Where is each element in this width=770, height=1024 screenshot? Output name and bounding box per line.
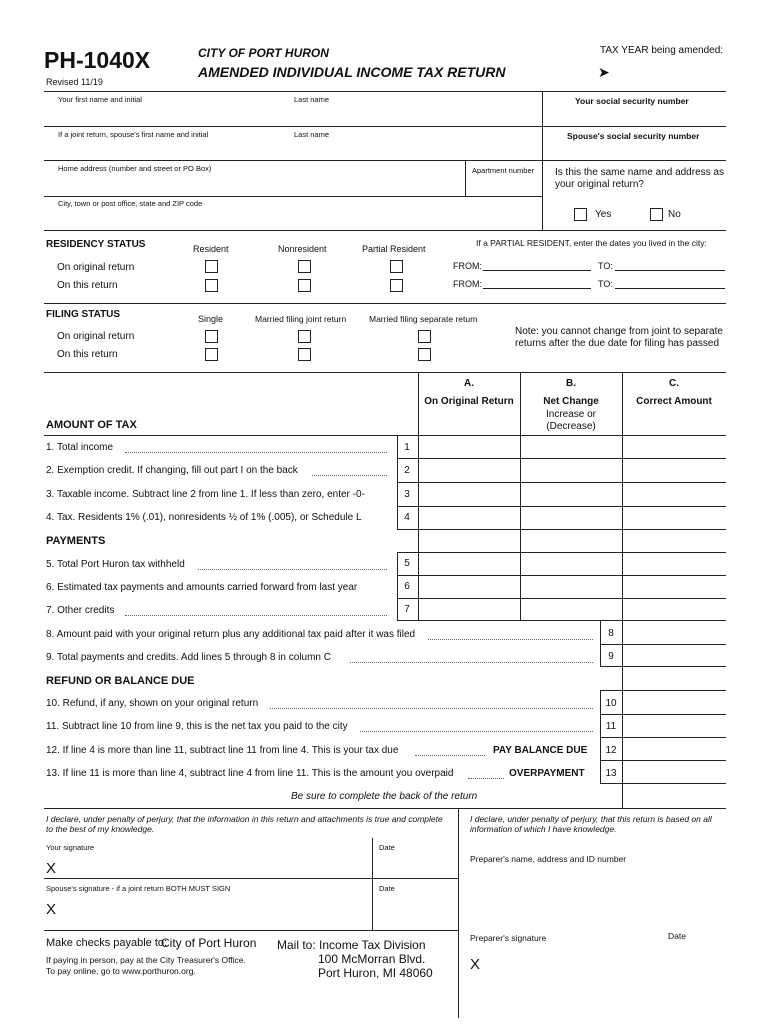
line-12-col-c[interactable] <box>623 738 725 759</box>
preparer-name-field[interactable] <box>466 866 724 922</box>
checks-payable-label: Make checks payable to: <box>46 937 168 949</box>
single-original-checkbox[interactable] <box>205 330 218 343</box>
line-3-col-c[interactable] <box>623 483 725 505</box>
line-4-col-c[interactable] <box>623 507 725 528</box>
from-input-2[interactable] <box>483 288 591 289</box>
line-8-label: 8. Amount paid with your original return plus any additional tax paid after it was filed <box>46 629 416 640</box>
preparer-date-label: Date <box>668 931 686 941</box>
line-5-col-b[interactable] <box>521 553 621 574</box>
line-3-col-a[interactable] <box>419 483 519 505</box>
residency-original-label: On original return <box>57 262 135 273</box>
resident-label: Resident <box>193 244 229 254</box>
line-13-label: 13. If line 11 is more than line 4, subtract line 4 from line 11. This is the amount you overpaid <box>46 768 454 779</box>
line-4-label: 4. Tax. Residents 1% (.01), nonresidents ½ of 1% (.005), or Schedule L <box>46 512 362 523</box>
ssn-field[interactable]: Your social security number <box>575 96 689 106</box>
line-12-number: 12 <box>605 745 617 756</box>
refund-title: REFUND OR BALANCE DUE <box>46 675 195 687</box>
overpayment-tag: OVERPAYMENT <box>509 768 585 779</box>
line-5-label: 5. Total Port Huron tax withheld <box>46 559 185 570</box>
col-c-title: Correct Amount <box>636 396 712 407</box>
line-4-col-b[interactable] <box>521 507 621 528</box>
spouse-signature-field[interactable] <box>62 894 368 928</box>
first-name-field[interactable]: Your first name and initial <box>58 95 142 104</box>
filing-title: FILING STATUS <box>46 309 121 320</box>
tax-year-input[interactable] <box>620 62 726 82</box>
filing-this-label: On this return <box>57 349 118 360</box>
line-6-number: 6 <box>404 581 410 592</box>
to-input-1[interactable] <box>615 270 725 271</box>
nonresident-label: Nonresident <box>278 244 327 254</box>
from-label-1: FROM: <box>453 261 482 271</box>
nonresident-this-checkbox[interactable] <box>298 279 311 292</box>
spouse-last-name-field[interactable]: Last name <box>294 130 330 139</box>
line-12-label: 12. If line 4 is more than line 11, subtract line 11 from line 4. This is your tax due <box>46 745 399 756</box>
line-5-col-c[interactable] <box>623 553 725 574</box>
line-9-label: 9. Total payments and credits. Add lines 5 through 8 in column C <box>46 652 331 663</box>
partial-resident-note: If a PARTIAL RESIDENT, enter the dates you lived in the city: <box>476 238 707 248</box>
line-11-number: 11 <box>605 721 617 732</box>
mfj-original-checkbox[interactable] <box>298 330 311 343</box>
your-signature-label: Your signature <box>46 843 95 852</box>
line-2-label: 2. Exemption credit. If changing, fill out part I on the back <box>46 465 298 476</box>
payments-title: PAYMENTS <box>46 535 106 547</box>
line-1-label: 1. Total income <box>46 442 114 453</box>
line-10-label: 10. Refund, if any, shown on your original return <box>46 698 259 709</box>
spouse-signature-label: Spouse's signature - if a joint return BOTH MUST SIGN <box>46 884 231 893</box>
col-b-sub2: (Decrease) <box>546 421 596 432</box>
declaration-right: I declare, under penalty of perjury, that this return is based on all information of which I have knowledge. <box>470 814 712 834</box>
line-8-col-c[interactable] <box>623 621 725 643</box>
spouse-signature-x: X <box>46 901 57 918</box>
mfs-label: Married filing separate return <box>369 314 478 324</box>
filing-note: Note: you cannot change from joint to separate returns after the due date for filing has passed <box>515 326 723 349</box>
apartment-field[interactable]: Apartment number <box>472 166 535 175</box>
line-7-label: 7. Other credits <box>46 605 115 616</box>
line-3-label: 3. Taxable income. Subtract line 2 from line 1. If less than zero, enter -0- <box>46 489 365 500</box>
from-label-2: FROM: <box>453 279 482 289</box>
spouse-signature-date-label: Date <box>379 884 395 893</box>
line-11-label: 11. Subtract line 10 from line 9, this is the net tax you paid to the city <box>46 721 348 732</box>
checks-payee: City of Port Huron <box>161 936 257 950</box>
line-2-number: 2 <box>404 465 410 476</box>
mfs-this-checkbox[interactable] <box>418 348 431 361</box>
line-6-col-b[interactable] <box>521 576 621 597</box>
line-5-col-a[interactable] <box>419 553 519 574</box>
preparer-name-label: Preparer's name, address and ID number <box>470 854 627 864</box>
col-b-sub1: Increase or <box>545 409 597 420</box>
col-c-letter: C. <box>669 378 679 389</box>
line-2-col-c[interactable] <box>623 459 725 481</box>
home-address-field[interactable]: Home address (number and street or PO Box) <box>58 164 212 173</box>
line-1-number: 1 <box>404 442 410 453</box>
mail-address-2: Port Huron, MI 48060 <box>318 966 433 980</box>
tax-year-label: TAX YEAR being amended: <box>600 45 724 56</box>
partial-this-checkbox[interactable] <box>390 279 403 292</box>
line-7-col-c[interactable] <box>623 599 725 619</box>
city-state-zip-field[interactable]: City, town or post office, state and ZIP code <box>58 199 203 208</box>
line-13-col-c[interactable] <box>623 761 725 782</box>
line-3-col-b[interactable] <box>521 483 621 505</box>
yes-label: Yes <box>595 209 612 220</box>
amount-of-tax-title: AMOUNT OF TAX <box>46 419 137 431</box>
pay-balance-due-tag: PAY BALANCE DUE <box>493 745 588 756</box>
your-signature-x: X <box>46 860 57 877</box>
nonresident-original-checkbox[interactable] <box>298 260 311 273</box>
preparer-signature-label: Preparer's signature <box>470 933 547 943</box>
line-7-col-a[interactable] <box>419 599 519 619</box>
declaration-left: I declare, under penalty of perjury, that the information in this return and attachments is true and complete to the best of my knowledge. <box>46 814 443 834</box>
your-signature-date-label: Date <box>379 843 395 852</box>
line-7-col-b[interactable] <box>521 599 621 619</box>
no-label: No <box>668 209 681 220</box>
line-9-col-c[interactable] <box>623 645 725 665</box>
to-label-2: TO: <box>598 279 613 289</box>
single-this-checkbox[interactable] <box>205 348 218 361</box>
preparer-signature-x: X <box>470 956 481 973</box>
form-id: PH-1040X <box>44 47 151 73</box>
same-name-question: Is this the same name and address as your original return? <box>555 167 724 190</box>
pay-in-person-note: If paying in person, pay at the City Treasurer's Office. <box>46 955 246 965</box>
line-9-number: 9 <box>608 651 614 662</box>
revised-date: Revised 11/19 <box>46 77 103 87</box>
line-1-col-b[interactable] <box>521 436 621 457</box>
city-name: CITY OF PORT HURON <box>198 46 329 60</box>
last-name-field[interactable]: Last name <box>294 95 330 104</box>
line-13-number: 13 <box>605 768 617 779</box>
line-4-number: 4 <box>404 512 410 523</box>
line-4-col-a[interactable] <box>419 507 519 528</box>
line-7-number: 7 <box>404 604 410 615</box>
line-1-col-a[interactable] <box>419 436 519 457</box>
your-signature-date-field[interactable] <box>376 852 456 876</box>
spouse-signature-date-field[interactable] <box>376 894 456 928</box>
mail-address-1: 100 McMorran Blvd. <box>318 952 426 966</box>
filing-original-label: On original return <box>57 331 135 342</box>
col-a-title: On Original Return <box>424 396 514 407</box>
line-2-col-b[interactable] <box>521 459 621 481</box>
form-title: AMENDED INDIVIDUAL INCOME TAX RETURN <box>198 64 506 80</box>
arrow-icon: ➤ <box>598 64 610 80</box>
line-11-col-c[interactable] <box>623 715 725 736</box>
to-label-1: TO: <box>598 261 613 271</box>
line-3-number: 3 <box>404 489 410 500</box>
mfj-label: Married filing joint return <box>255 314 347 324</box>
same-name-yes-checkbox[interactable] <box>574 208 587 221</box>
line-1-col-c[interactable] <box>623 436 725 457</box>
pay-online-note: To pay online, go to www.porthuron.org. <box>46 966 196 976</box>
col-a-letter: A. <box>464 378 474 389</box>
line-5-number: 5 <box>404 558 410 569</box>
line-6-label: 6. Estimated tax payments and amounts carried forward from last year <box>46 582 358 593</box>
mfj-this-checkbox[interactable] <box>298 348 311 361</box>
line-8-number: 8 <box>608 628 614 639</box>
spouse-first-name-field[interactable]: If a joint return, spouse's first name and initial <box>58 130 209 139</box>
line-6-col-c[interactable] <box>623 576 725 597</box>
resident-this-checkbox[interactable] <box>205 279 218 292</box>
single-label: Single <box>198 314 224 324</box>
mail-to-label: Mail to: Income Tax Division <box>277 938 426 952</box>
resident-original-checkbox[interactable] <box>205 260 218 273</box>
back-of-return-note: Be sure to complete the back of the return <box>291 791 478 802</box>
your-signature-field[interactable] <box>62 852 368 876</box>
partial-original-checkbox[interactable] <box>390 260 403 273</box>
col-b-title: Net Change <box>543 396 599 407</box>
spouse-ssn-field[interactable]: Spouse's social security number <box>567 131 700 141</box>
preparer-signature-field[interactable] <box>486 948 724 976</box>
mfs-original-checkbox[interactable] <box>418 330 431 343</box>
from-input-1[interactable] <box>483 270 591 271</box>
line-10-col-c[interactable] <box>623 691 725 713</box>
to-input-2[interactable] <box>615 288 725 289</box>
residency-this-label: On this return <box>57 280 118 291</box>
residency-title: RESIDENCY STATUS <box>46 239 146 250</box>
line-6-col-a[interactable] <box>419 576 519 597</box>
col-b-letter: B. <box>566 378 576 389</box>
partial-resident-label: Partial Resident <box>362 244 426 254</box>
line-2-col-a[interactable] <box>419 459 519 481</box>
line-10-number: 10 <box>605 698 617 709</box>
same-name-no-checkbox[interactable] <box>650 208 663 221</box>
